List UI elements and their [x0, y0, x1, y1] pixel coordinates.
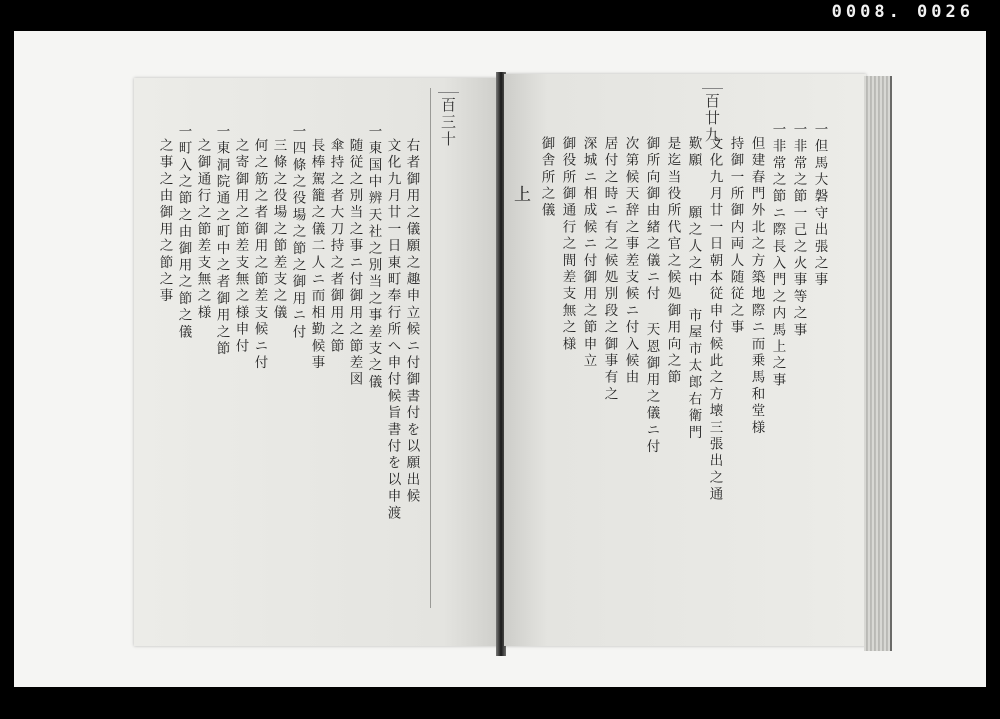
text-column: 一東国中辨天社之別当之事差支之儀: [365, 124, 382, 392]
right-page: [504, 74, 866, 646]
page-edges: [864, 76, 892, 651]
text-column: 御所向御由緒之儀ニ付 天恩御用之儀ニ付: [643, 136, 660, 456]
text-column: 右者御用之儀願之趣申立候ニ付御書付を以願出候: [403, 138, 420, 506]
text-column: 文化九月廿一日朝本従申付候此之方壊三張出之通: [706, 136, 723, 504]
text-column: 一非常之節一己之火事等之事: [790, 122, 807, 340]
text-column: 随従之別当之事ニ付御用之節差図: [346, 138, 363, 389]
text-column: 長棒駕籠之儀二人ニ而相勤候事: [308, 138, 325, 372]
left-page-number: 百三十: [438, 92, 459, 148]
text-column: 是迄当役所代官之候処御用向之節: [664, 136, 681, 387]
text-column: 之寄御用之節差支無之様申付: [232, 138, 249, 356]
text-column: 一東洞院通之町中之者御用之節: [213, 124, 230, 358]
book-spread: [134, 72, 894, 662]
text-column: 一町入之節之由御用之節之儀: [175, 124, 192, 342]
text-column: 次第候天辞之事差支候ニ付入候由: [622, 136, 639, 387]
frame-number: 0008. 0026: [831, 2, 974, 22]
right-page-number: 百廿九: [702, 88, 723, 144]
text-column: 一非常之節ニ際長入門之内馬上之事: [769, 122, 786, 390]
text-column: 深城ニ相成候ニ付御用之節申立: [580, 136, 597, 370]
text-column: 但建春門外北之方築地際ニ而乗馬和堂様: [748, 136, 765, 437]
text-column: 三條之役場之節差支之儀: [270, 138, 287, 322]
text-column: 何之筋之者御用之節差支候ニ付: [251, 138, 268, 372]
text-column: 文化九月廿一日東町奉行所へ申付候旨書付を以申渡: [384, 138, 401, 523]
text-column: 之御通行之節差支無之様: [194, 138, 211, 322]
text-column: 居付之時ニ有之候処別段之御事有之: [601, 136, 618, 404]
left-page-rule: [430, 88, 431, 608]
left-page: [134, 78, 498, 646]
margin-mark: 上: [514, 185, 531, 205]
text-column: 歎願 願之人之中 市屋市太郎右衛門: [685, 136, 702, 442]
text-column: 一四條之役場之節之御用ニ付: [289, 124, 306, 342]
text-column: 御役所御通行之間差支無之様: [559, 136, 576, 354]
text-column: 傘持之者大刀持之者御用之節: [327, 138, 344, 356]
text-column: 之事之由御用之節之事: [156, 138, 173, 305]
text-column: 持御一所御内両人随従之事: [727, 136, 744, 337]
text-column: 一但馬大磐守出張之事: [811, 122, 828, 289]
text-column: 御舎所之儀: [538, 136, 555, 220]
